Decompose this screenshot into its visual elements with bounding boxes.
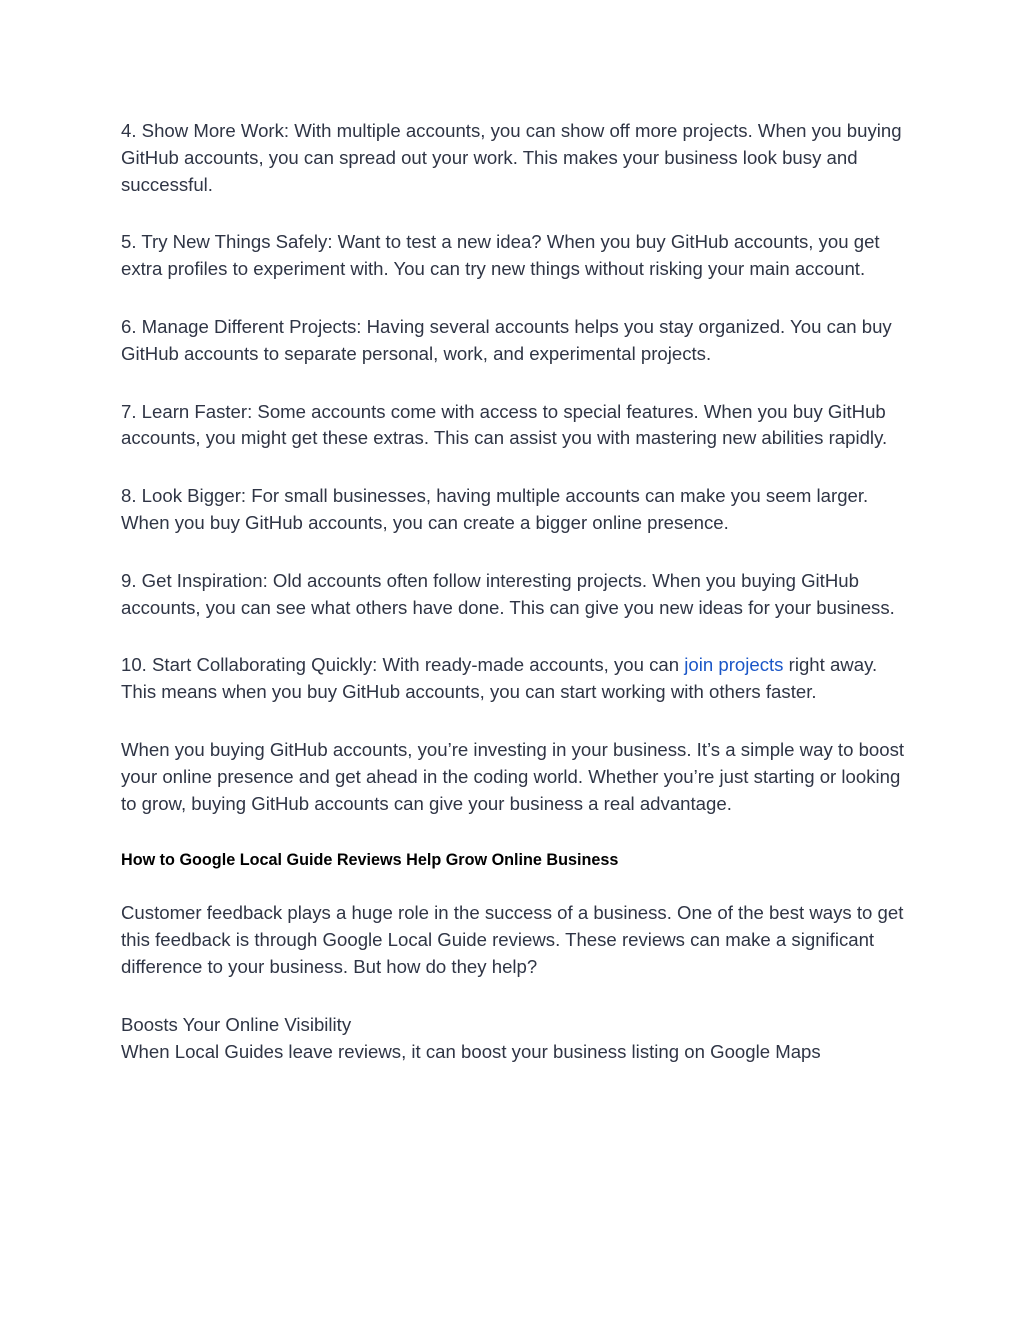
paragraph-try-new-things: 5. Try New Things Safely: Want to test a new idea? When you buy GitHub accounts, you get extra profiles to experiment with. You can try new things without risking your main account. xyxy=(121,231,880,280)
paragraph-learn-faster: 7. Learn Faster: Some accounts come with access to special features. When you buy GitHub accounts, you might get these extras. This can assist you with mastering new abilities rapidly. xyxy=(121,400,888,449)
paragraph-start-collaborating xyxy=(121,652,911,706)
join-projects-link[interactable]: join projects xyxy=(684,654,784,676)
paragraph-online-visibility: When Local Guides leave reviews, it can boost your business listing on Google Maps xyxy=(121,1040,821,1062)
paragraph-look-bigger: 8. Look Bigger: For small businesses, having multiple accounts can make you seem larger. When you buy GitHub accounts, you can create a bigger online presence. xyxy=(121,485,869,533)
paragraph-conclusion: When you buying GitHub accounts, you’re investing in your business. It’s a simple way to boost your online presence and get ahead in the coding world. Whether you’re just starting or looking to grow, buying GitHub accounts can give your business a real advantage. xyxy=(121,738,905,814)
paragraph-show-more-work: 4. Show More Work: With multiple accounts, you can show off more projects. When you buying GitHub accounts, you can spread out your work. This makes your business look busy and successful. xyxy=(121,120,902,195)
document-body xyxy=(121,118,911,1065)
paragraph-section-intro: Customer feedback plays a huge role in the success of a business. One of the best ways to get this feedback is through Google Local Guide reviews. These reviews can make a significant difference to your business. But how do they help? xyxy=(121,902,904,977)
paragraph-manage-projects: 6. Manage Different Projects: Having several accounts helps you stay organized. You can buy GitHub accounts to separate personal, work, and experimental projects. xyxy=(121,315,892,364)
paragraph-text-before-link: 10. Start Collaborating Quickly: With ready-made accounts, you can xyxy=(121,654,685,676)
paragraph-get-inspiration: 9. Get Inspiration: Old accounts often follow interesting projects. When you buying GitHub accounts, you can see what others have done. This can give you new ideas for your business. xyxy=(121,569,895,618)
paragraph-text-after-link: right away. This means when you buy GitHub accounts, you can start working with others faster. xyxy=(121,654,878,703)
section-heading: How to Google Local Guide Reviews Help Grow Online Business xyxy=(121,851,619,870)
subheading-online-visibility: Boosts Your Online Visibility xyxy=(121,1013,352,1035)
